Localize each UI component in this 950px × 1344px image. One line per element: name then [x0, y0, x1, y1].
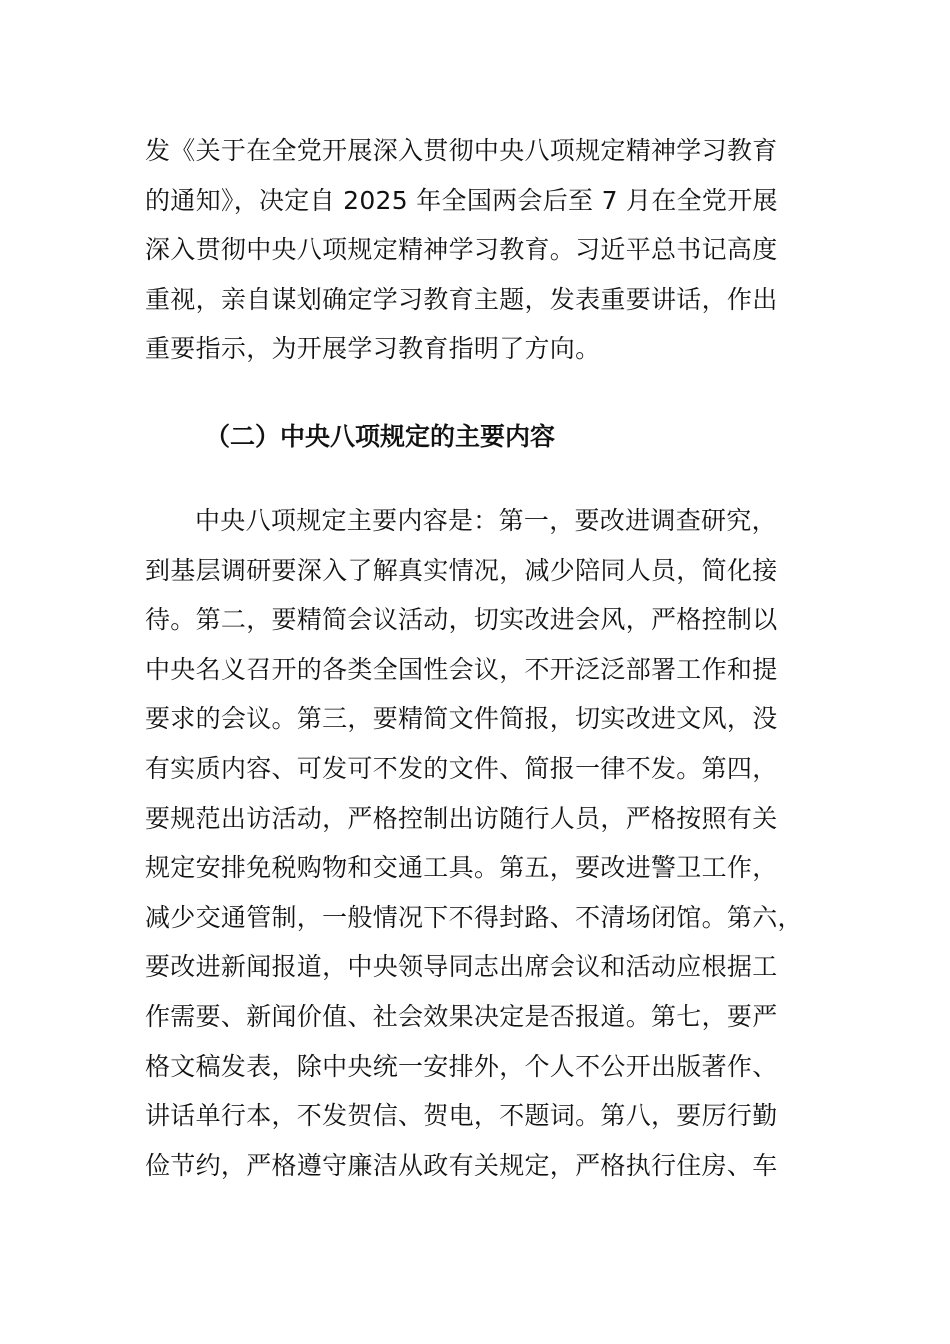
paragraph-line: 深入贯彻中央八项规定精神学习教育。习近平总书记高度 — [145, 235, 778, 265]
paragraph-line: 作需要、新闻价值、社会效果决定是否报道。第七，要严 — [145, 1001, 778, 1031]
paragraph-line: 重视，亲自谋划确定学习教育主题，发表重要讲话，作出 — [145, 284, 778, 314]
paragraph-line: 要规范出访活动，严格控制出访随行人员，严格按照有关 — [145, 803, 778, 833]
paragraph-line: 中央名义召开的各类全国性会议，不开泛泛部署工作和提 — [145, 654, 778, 684]
paragraph-line: 要求的会议。第三，要精简文件简报，切实改进文风，没 — [145, 704, 778, 734]
paragraph-line: 减少交通管制，一般情况下不得封路、不清场闭馆。第六， — [145, 902, 803, 932]
paragraph-line: 重要指示，为开展学习教育指明了方向。 — [145, 334, 601, 364]
paragraph-1 — [145, 126, 825, 374]
paragraph-line: 有实质内容、可发可不发的文件、简报一律不发。第四， — [145, 753, 778, 783]
paragraph-line: 发《关于在全党开展深入贯彻中央八项规定精神学习教育 — [145, 136, 778, 165]
section-heading: （二）中央八项规定的主要内容 — [205, 422, 556, 451]
paragraph-line: 待。第二，要精简会议活动，切实改进会风，严格控制以 — [145, 605, 778, 635]
paragraph-line: 中央八项规定主要内容是：第一，要改进调查研究， — [195, 506, 777, 535]
paragraph-2 — [145, 496, 825, 1190]
paragraph-line: 到基层调研要深入了解真实情况，减少陪同人员，简化接 — [145, 555, 778, 585]
paragraph-line: 格文稿发表，除中央统一安排外，个人不公开出版著作、 — [145, 1051, 778, 1081]
paragraph-line: 讲话单行本，不发贺信、贺电，不题词。第八，要厉行勤 — [145, 1101, 778, 1131]
paragraph-line: 规定安排免税购物和交通工具。第五，要改进警卫工作， — [145, 853, 778, 883]
paragraph-line: 要改进新闻报道，中央领导同志出席会议和活动应根据工 — [145, 952, 778, 982]
paragraph-line: 的通知》，决定自 2025 年全国两会后至 7 月在全党开展 — [145, 185, 778, 215]
paragraph-line: 俭节约，严格遵守廉洁从政有关规定，严格执行住房、车 — [145, 1150, 778, 1180]
